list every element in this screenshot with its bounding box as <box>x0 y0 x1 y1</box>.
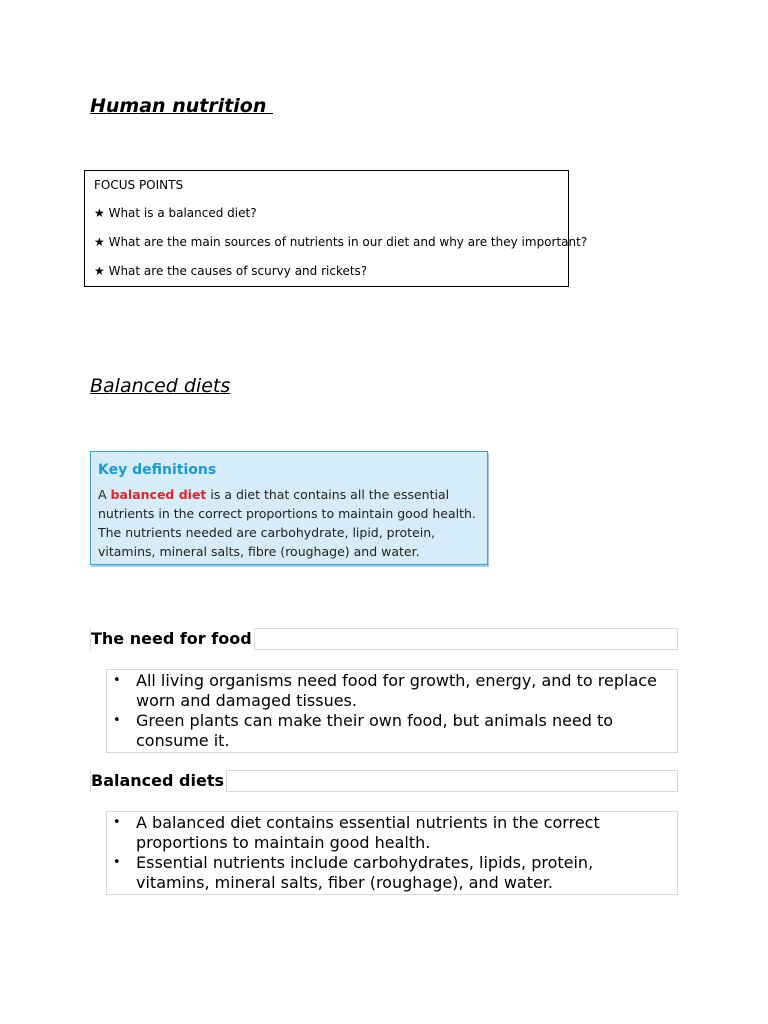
list-item-text: A balanced diet contains essential nutrients in the correct proportions to maintain good health. <box>136 813 600 852</box>
balanced-diets-heading: Balanced diets <box>90 375 231 397</box>
list-item <box>107 711 677 751</box>
bullet-icon: • <box>113 815 121 830</box>
focus-points-heading: FOCUS POINTS <box>94 178 184 192</box>
list-item-text: Green plants can make their own food, but animals need to consume it. <box>136 711 614 750</box>
key-definition-term: balanced diet <box>110 487 207 502</box>
bullet-icon: • <box>113 673 121 688</box>
section-heading-bar <box>90 770 678 792</box>
list-item-text: Essential nutrients include carbohydrates, lipids, protein, vitamins, mineral salts, fiber (roughage), and water. <box>136 853 594 892</box>
section-heading-bar <box>90 628 678 650</box>
list-item <box>107 813 677 853</box>
key-definition-text <box>98 485 482 561</box>
section-heading-balanced-diets: Balanced diets <box>91 770 227 792</box>
key-definition-prefix: A <box>98 487 111 502</box>
key-definitions-title: Key definitions <box>98 462 217 478</box>
bullet-list <box>106 811 678 895</box>
focus-point-item: ★ What is a balanced diet? <box>94 206 257 220</box>
focus-point-item: ★ What are the causes of scurvy and rickets? <box>94 264 368 278</box>
key-definition-body: is a diet that contains all the essential nutrients in the correct proportions to maintain good health. The nutrients needed are carbohydrate, lipid, protein, vitamins, mineral salts, fibre (roughage) and water. <box>98 487 476 559</box>
section-heading-need-for-food: The need for food <box>91 628 255 650</box>
focus-points-box <box>84 170 588 287</box>
list-item <box>107 671 677 711</box>
bullet-icon: • <box>113 855 121 870</box>
bullet-list <box>106 669 678 753</box>
page-title: Human nutrition <box>90 95 273 117</box>
list-item-text: All living organisms need food for growth, energy, and to replace worn and damaged tissues. <box>136 671 657 710</box>
key-definitions-box <box>90 451 488 565</box>
bullet-icon: • <box>113 713 121 728</box>
list-item <box>107 853 677 893</box>
focus-point-item: ★ What are the main sources of nutrients in our diet and why are they important? <box>94 235 588 249</box>
